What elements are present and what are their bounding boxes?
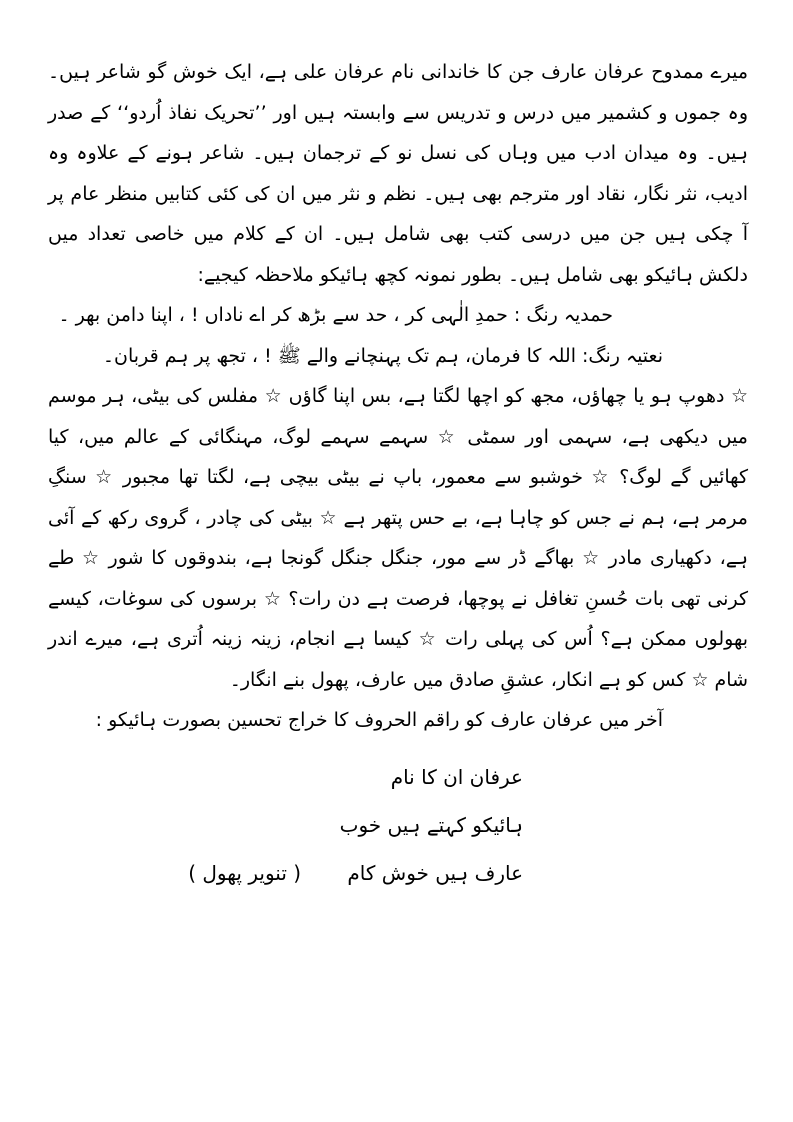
closing-line: آخر میں عرفان عارف کو راقم الحروف کا خراج تحسین بصورت ہائیکو : <box>95 709 663 731</box>
tribute-haiku <box>48 753 748 897</box>
intro-paragraph: میرے ممدوح عرفان عارف جن کا خاندانی نام عرفان علی ہے، ایک خوش گو شاعر ہیں۔ وہ جموں و کشمیر میں درس و تدریس سے وابستہ ہیں اور ’’تحریک نفاذ اُردو‘‘ کے صدر ہیں۔ وہ میدان ادب میں وہاں کی نسل نو کے ترجمان ہیں۔ شاعر ہونے کے علاوہ وہ ادیب، نثر نگار، نقاد اور مترجم بھی ہیں۔ نظم و نثر میں ان کی کئی کتابیں منظر عام پر آ چکی ہیں جن میں درسی کتب بھی شامل ہیں۔ ان کے کلام میں خاصی تعداد میں دلکش ہائیکو بھی شامل ہیں۔ بطور نمونہ کچھ ہائیکو ملاحظہ کیجیے: <box>48 61 748 286</box>
hamd-haiku-line: حمدیہ رنگ : حمدِ الٰہی کر ، حد سے بڑھ کر اے ناداں ! ، اپنا دامن بھر ۔ <box>58 304 613 326</box>
haiku-list-paragraph: ☆ دھوپ ہو یا چھاؤں، مجھ کو اچھا لگتا ہے، بس اپنا گاؤں ☆ مفلس کی بیٹی، ہر موسم میں دیکھی ہے، سہمی اور سمٹی ☆ سہمے سہمے لوگ، مہنگائی کے عالم میں، کیا کھائیں گے لوگ؟ ☆ خوشبو سے معمور، باپ نے بیٹی بیچی ہے، لگتا تھا مجبور ☆ سنگِ مرمر ہے، ہم نے جس کو چاہا ہے، بے حس پتھر ہے ☆ بیٹی کی چادر ، گروی رکھ کے آئی ہے، دکھیاری مادر ☆ بھاگے ڈر سے مور، جنگل جنگل گونجا ہے، بندوقوں کا شور ☆ طے کرنی تھی بات حُسنِ تغافل نے پوچھا، فرصت ہے دن رات؟ ☆ برسوں کی سوغات، کیسے بھولوں ممکن ہے؟ اُس کی پہلی رات ☆ کیسا ہے انجام، زینہ زینہ اُتری ہے، میرے اندر شام ☆ کس کو ہے انکار، عشقِ صادق میں عارف، پھول بنے انگار۔ <box>48 385 748 691</box>
tribute-line-3-row <box>48 849 523 897</box>
document-page <box>48 52 748 897</box>
tribute-line-1: عرفان ان کا نام <box>390 764 523 789</box>
tribute-line-2: ہائیکو کہتے ہیں خوب <box>339 812 523 837</box>
naat-haiku-line: نعتیہ رنگ: اللہ کا فرمان، ہم تک پہنچانے والے ﷺ ! ، تجھ پر ہم قربان۔ <box>102 344 663 367</box>
tribute-author: ( تنویر پھول ) <box>188 860 302 885</box>
tribute-line-3: عارف ہیں خوش کام <box>347 860 523 885</box>
